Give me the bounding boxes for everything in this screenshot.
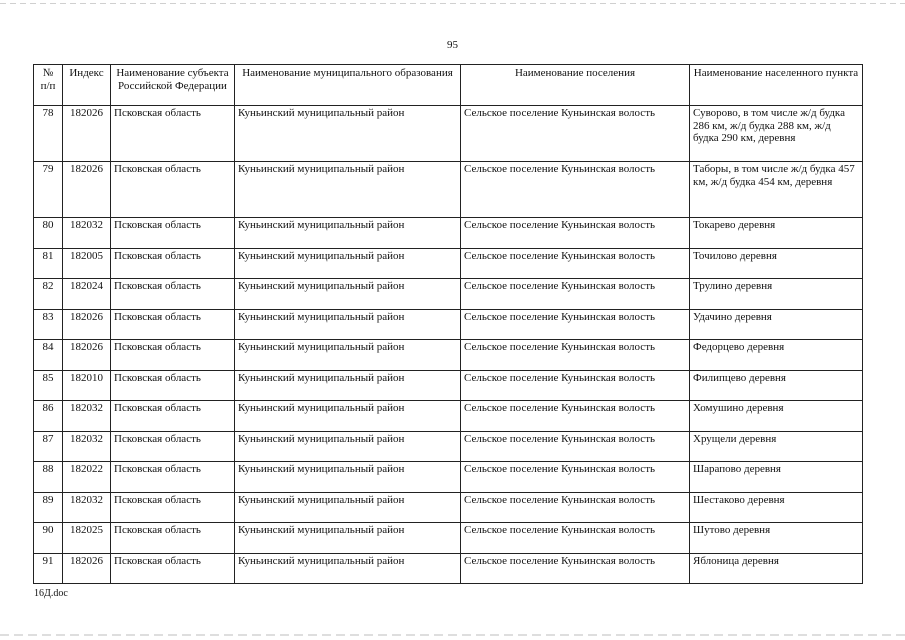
cell-settlement: Сельское поселение Куньинская волость [461,218,690,249]
cell-municipality: Куньинский муниципальный район [235,340,461,371]
table-row [34,370,863,401]
settlements-table [33,64,863,584]
cell-subject: Псковская область [111,218,235,249]
cell-settlement: Сельское поселение Куньинская волость [461,401,690,432]
cell-municipality: Куньинский муниципальный район [235,553,461,584]
cell-index: 182026 [63,106,111,162]
cell-index: 182032 [63,492,111,523]
cell-index: 182026 [63,309,111,340]
cell-num: 78 [34,106,63,162]
cell-index: 182010 [63,370,111,401]
cell-municipality: Куньинский муниципальный район [235,309,461,340]
cell-municipality: Куньинский муниципальный район [235,431,461,462]
table-row [34,340,863,371]
scan-edge-top [0,3,905,4]
cell-settlement: Сельское поселение Куньинская волость [461,162,690,218]
footer-filename: 16Д.doc [34,588,68,599]
cell-num: 90 [34,523,63,554]
cell-subject: Псковская область [111,162,235,218]
cell-num: 82 [34,279,63,310]
cell-index: 182032 [63,218,111,249]
header-locality: Наименование населенного пункта [690,65,863,106]
cell-index: 182025 [63,523,111,554]
cell-locality: Федорцево деревня [690,340,863,371]
page-number: 95 [447,39,458,51]
cell-index: 182032 [63,431,111,462]
cell-municipality: Куньинский муниципальный район [235,492,461,523]
cell-num: 86 [34,401,63,432]
cell-subject: Псковская область [111,462,235,493]
cell-index: 182024 [63,279,111,310]
cell-num: 87 [34,431,63,462]
table-row [34,431,863,462]
table-row [34,462,863,493]
table-row [34,309,863,340]
table-row [34,279,863,310]
cell-locality: Филипцево деревня [690,370,863,401]
scan-edge-bottom [0,634,905,636]
cell-municipality: Куньинский муниципальный район [235,370,461,401]
cell-locality: Хрущели деревня [690,431,863,462]
table-header [34,65,863,106]
cell-subject: Псковская область [111,279,235,310]
table-row [34,162,863,218]
header-settlement: Наименование поселения [461,65,690,106]
cell-locality: Точилово деревня [690,248,863,279]
table-body [34,106,863,584]
header-index: Индекс [63,65,111,106]
cell-subject: Псковская область [111,431,235,462]
cell-subject: Псковская область [111,248,235,279]
header-num: № п/п [34,65,63,106]
table-row [34,553,863,584]
cell-num: 79 [34,162,63,218]
cell-settlement: Сельское поселение Куньинская волость [461,106,690,162]
cell-index: 182026 [63,340,111,371]
cell-municipality: Куньинский муниципальный район [235,279,461,310]
cell-settlement: Сельское поселение Куньинская волость [461,370,690,401]
cell-locality: Токарево деревня [690,218,863,249]
cell-settlement: Сельское поселение Куньинская волость [461,279,690,310]
cell-index: 182026 [63,553,111,584]
cell-municipality: Куньинский муниципальный район [235,162,461,218]
cell-municipality: Куньинский муниципальный район [235,523,461,554]
cell-settlement: Сельское поселение Куньинская волость [461,553,690,584]
cell-index: 182022 [63,462,111,493]
cell-municipality: Куньинский муниципальный район [235,462,461,493]
table-row [34,218,863,249]
cell-settlement: Сельское поселение Куньинская волость [461,340,690,371]
cell-subject: Псковская область [111,106,235,162]
cell-subject: Псковская область [111,553,235,584]
cell-num: 85 [34,370,63,401]
cell-index: 182026 [63,162,111,218]
cell-subject: Псковская область [111,340,235,371]
cell-num: 80 [34,218,63,249]
header-municipality: Наименование муниципального образования [235,65,461,106]
cell-settlement: Сельское поселение Куньинская волость [461,492,690,523]
cell-settlement: Сельское поселение Куньинская волость [461,309,690,340]
cell-municipality: Куньинский муниципальный район [235,401,461,432]
cell-settlement: Сельское поселение Куньинская волость [461,431,690,462]
cell-num: 88 [34,462,63,493]
cell-num: 83 [34,309,63,340]
cell-subject: Псковская область [111,370,235,401]
cell-num: 91 [34,553,63,584]
header-subject: Наименование субъекта Российской Федерации [111,65,235,106]
cell-locality: Суворово, в том числе ж/д будка 286 км, ж/д будка 288 км, ж/д будка 290 км, деревня [690,106,863,162]
table-row [34,492,863,523]
table-row [34,523,863,554]
cell-settlement: Сельское поселение Куньинская волость [461,462,690,493]
cell-settlement: Сельское поселение Куньинская волость [461,523,690,554]
cell-locality: Яблоница деревня [690,553,863,584]
cell-subject: Псковская область [111,309,235,340]
cell-subject: Псковская область [111,401,235,432]
cell-municipality: Куньинский муниципальный район [235,248,461,279]
table-row [34,106,863,162]
cell-locality: Шестаково деревня [690,492,863,523]
cell-num: 84 [34,340,63,371]
cell-locality: Шарапово деревня [690,462,863,493]
cell-municipality: Куньинский муниципальный район [235,218,461,249]
cell-subject: Псковская область [111,523,235,554]
cell-locality: Трулино деревня [690,279,863,310]
cell-locality: Хомушино деревня [690,401,863,432]
cell-index: 182032 [63,401,111,432]
cell-subject: Псковская область [111,492,235,523]
table-row [34,401,863,432]
cell-locality: Таборы, в том числе ж/д будка 457 км, ж/д будка 454 км, деревня [690,162,863,218]
cell-index: 182005 [63,248,111,279]
cell-locality: Удачино деревня [690,309,863,340]
cell-num: 89 [34,492,63,523]
cell-settlement: Сельское поселение Куньинская волость [461,248,690,279]
cell-locality: Шутово деревня [690,523,863,554]
cell-municipality: Куньинский муниципальный район [235,106,461,162]
table-row [34,248,863,279]
header-row [34,65,863,106]
cell-num: 81 [34,248,63,279]
